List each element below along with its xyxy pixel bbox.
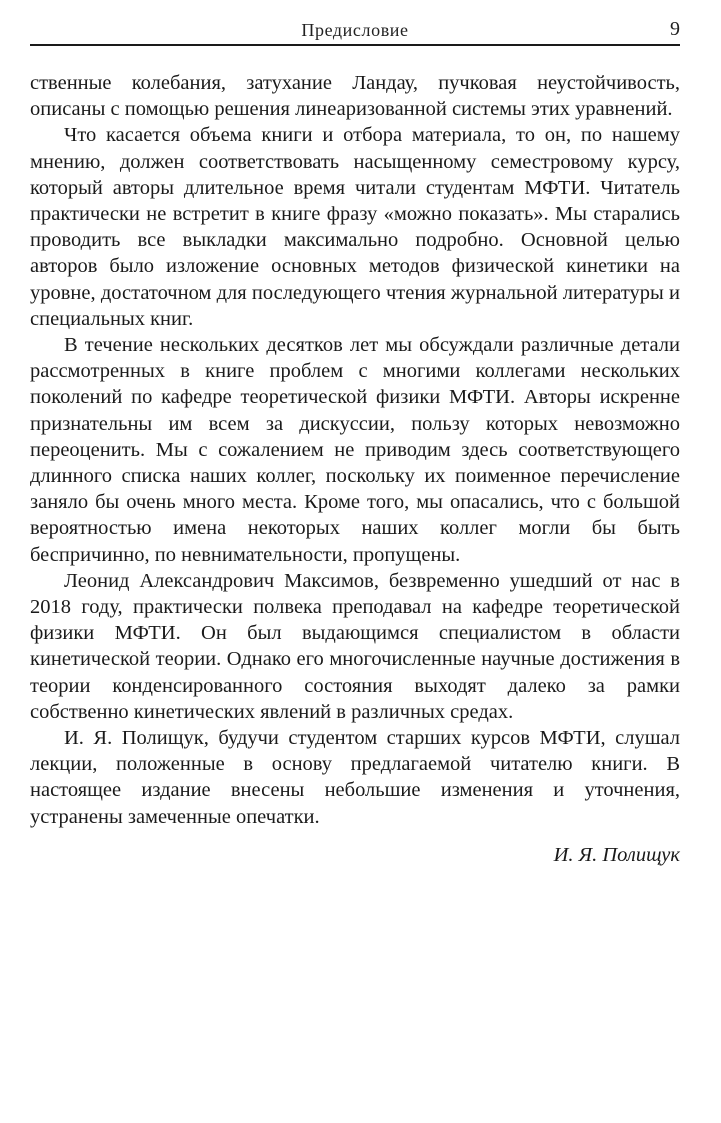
header-rule bbox=[30, 44, 680, 46]
page-number: 9 bbox=[670, 18, 680, 40]
paragraph-continued: ственные колебания, затухание Ландау, пучковая неустойчивость, описаны с помощью решения линеаризованной системы этих уравнений. bbox=[30, 72, 680, 121]
author-signature: И. Я. Полищук bbox=[553, 843, 680, 866]
paragraph-acknowledgements: В течение нескольких десятков лет мы обсуждали различные детали рассмотренных в книге проблем с многими коллегами нескольких поколений по кафедре теоретической физики МФТИ. Авторы искренне признательны им всем за дискуссии, пользу которых невозможно переоценить. Мы с сожалением не приводим здесь соответствующего длинного списка наших коллег, поскольку их поименное перечисление заняло бы очень много места. Кроме того, мы опасались, что с большой вероятностью имена некоторых наших коллег могли бы быть беспричинно, по невнимательности, пропущены. bbox=[30, 334, 680, 566]
paragraph-book-scope: Что касается объема книги и отбора материала, то он, по нашему мнению, должен соответствовать насыщенному семестровому курсу, который авторы длительное время читали студентам МФТИ. Читатель практически не встретит в книге фразу «можно показать». Мы старались проводить все выкладки максимально подробно. Основной целью авторов было изложение основных методов физической кинетики на уровне, достаточном для последующего чтения журнальной литературы и специальных книг. bbox=[30, 124, 680, 330]
body-text bbox=[30, 70, 680, 868]
paragraph-maximov: Леонид Александрович Максимов, безвременно ушедший от нас в 2018 году, практически полвека преподавал на кафедре теоретической физики МФТИ. Он был выдающимся специалистом в области кинетической теории. Однако его многочисленные научные достижения в теории конденсированного состояния выходят далеко за рамки собственно кинетических явлений в различных средах. bbox=[30, 569, 680, 723]
running-header bbox=[30, 18, 680, 44]
paragraph-edition-notes: И. Я. Полищук, будучи студентом старших курсов МФТИ, слушал лекции, положенные в основу предлагаемой читателю книги. В настоящее издание внесены небольшие изменения и уточнения, устранены замеченные опечатки. bbox=[30, 727, 680, 828]
section-title: Предисловие bbox=[301, 20, 409, 40]
